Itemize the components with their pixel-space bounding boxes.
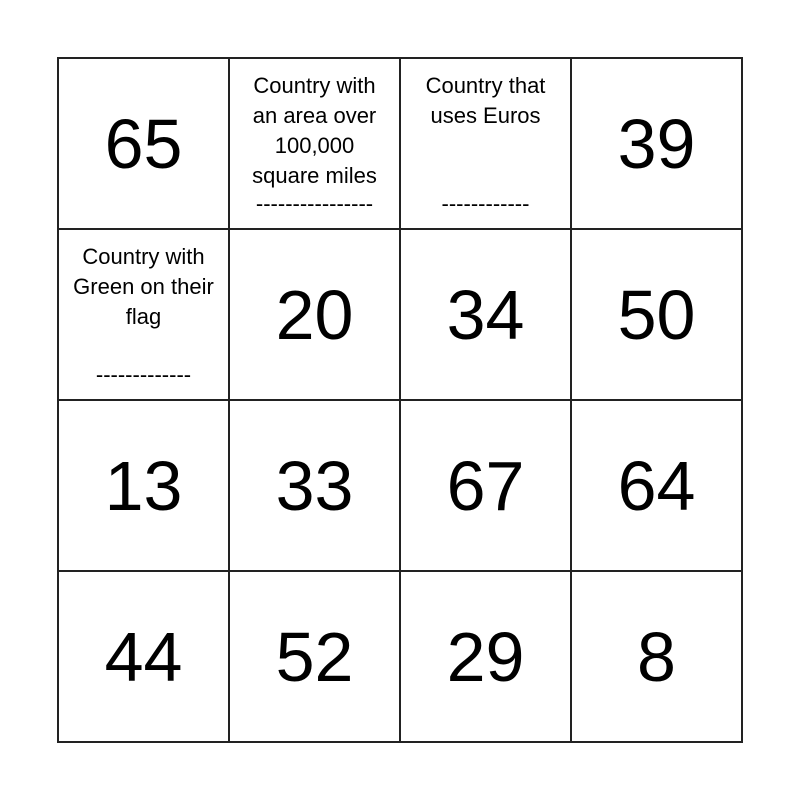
cell-number: 52 — [275, 618, 354, 696]
bingo-cell[interactable] — [230, 401, 401, 572]
bingo-cell[interactable] — [59, 572, 230, 743]
cell-number: 65 — [104, 105, 183, 183]
bingo-cell[interactable] — [401, 572, 572, 743]
bingo-cell[interactable] — [230, 572, 401, 743]
cell-number: 8 — [637, 618, 676, 696]
cell-number: 67 — [446, 447, 525, 525]
bingo-cell[interactable] — [401, 230, 572, 401]
bingo-cell-prompt[interactable] — [59, 230, 230, 401]
bingo-cell[interactable] — [59, 59, 230, 230]
answer-blank: ------------ — [441, 191, 530, 216]
bingo-board — [57, 57, 743, 743]
cell-number: 29 — [446, 618, 525, 696]
bingo-cell[interactable] — [401, 401, 572, 572]
cell-prompt: Country with an area over 100,000 square miles — [252, 73, 377, 188]
answer-blank: ---------------- — [255, 191, 374, 216]
cell-prompt: Country that uses Euros — [425, 73, 546, 128]
bingo-cell[interactable] — [572, 230, 743, 401]
cell-number: 44 — [104, 618, 183, 696]
cell-number: 13 — [104, 447, 183, 525]
cell-prompt: Country with Green on their flag — [73, 244, 214, 329]
bingo-cell[interactable] — [572, 59, 743, 230]
bingo-cell-prompt[interactable] — [230, 59, 401, 230]
cell-number: 64 — [617, 447, 696, 525]
cell-number: 50 — [617, 276, 696, 354]
cell-number: 20 — [275, 276, 354, 354]
bingo-cell[interactable] — [59, 401, 230, 572]
cell-number: 34 — [446, 276, 525, 354]
bingo-cell[interactable] — [230, 230, 401, 401]
cell-number: 33 — [275, 447, 354, 525]
bingo-cell[interactable] — [572, 401, 743, 572]
bingo-cell-prompt[interactable] — [401, 59, 572, 230]
bingo-cell[interactable] — [572, 572, 743, 743]
cell-number: 39 — [617, 105, 696, 183]
answer-blank: ------------- — [95, 362, 192, 387]
